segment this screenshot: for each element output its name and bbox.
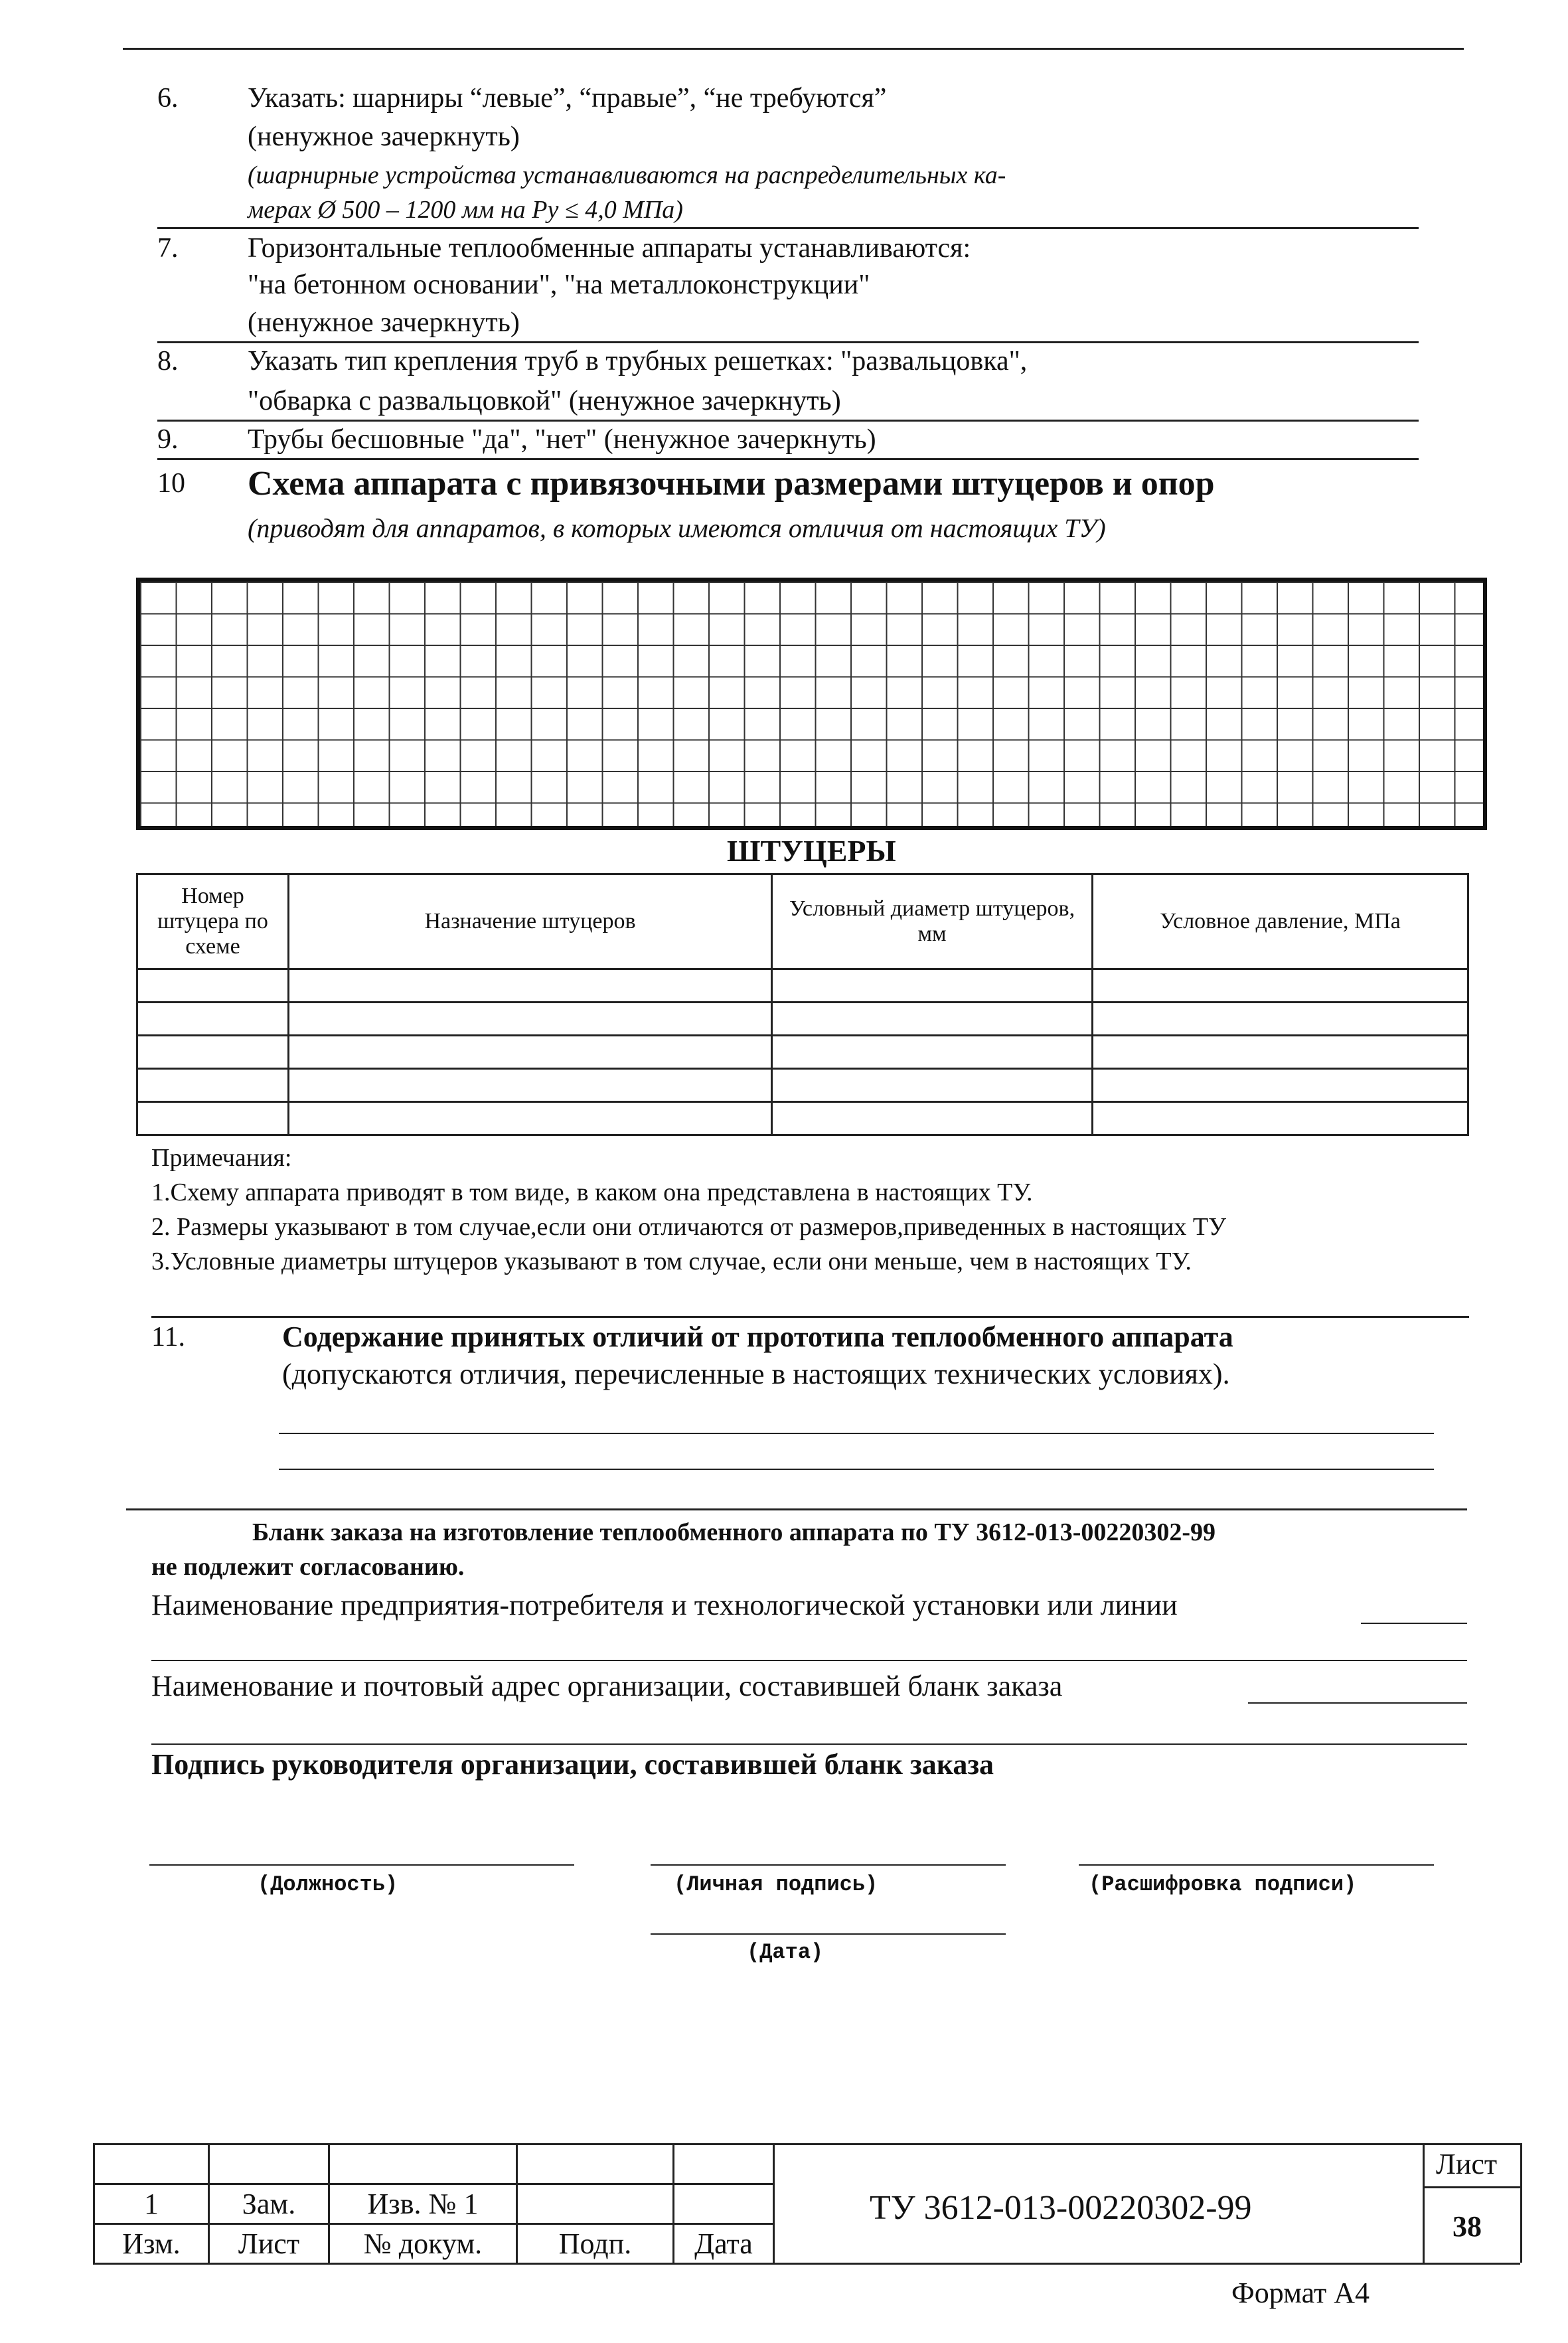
table-cell[interactable] bbox=[772, 1069, 1093, 1102]
table-cell[interactable] bbox=[289, 1069, 772, 1102]
item-11-subtitle: (допускаются отличия, перечисленные в настоящих технических условиях). bbox=[282, 1358, 1230, 1390]
table-row bbox=[137, 1036, 1468, 1069]
stamp-cell: Изм. bbox=[94, 2224, 209, 2264]
item-7-line2: "на бетонном основании", "на металлоконструкции" bbox=[248, 270, 870, 300]
item-9-number: 9. bbox=[157, 424, 179, 455]
item-6-line2: (ненужное зачеркнуть) bbox=[248, 121, 520, 152]
consumer-field[interactable] bbox=[1361, 1623, 1467, 1624]
personal-sign-field[interactable] bbox=[651, 1864, 1006, 1866]
stamp-sheet-rule bbox=[1423, 2186, 1520, 2188]
stamp-row-1 bbox=[94, 2184, 774, 2224]
table-cell[interactable] bbox=[289, 1102, 772, 1135]
item-8-line2: "обварка с развальцовкой" (ненужное зачеркнуть) bbox=[248, 386, 841, 416]
table-cell[interactable] bbox=[1093, 1069, 1468, 1102]
stamp-bottom-rule bbox=[763, 2263, 1520, 2265]
stamp-cell: Подп. bbox=[517, 2224, 674, 2264]
position-field[interactable] bbox=[149, 1864, 574, 1866]
table-cell[interactable] bbox=[1093, 1003, 1468, 1036]
personal-sign-caption: (Личная подпись) bbox=[674, 1872, 878, 1897]
stamp-top-rule bbox=[763, 2143, 1520, 2145]
stamp-cell: Зам. bbox=[209, 2184, 329, 2224]
stamp-cell: Дата bbox=[674, 2224, 774, 2264]
table-cell[interactable] bbox=[772, 1003, 1093, 1036]
stamp-cell: Изв. № 1 bbox=[329, 2184, 517, 2224]
stamp-right-edge bbox=[1520, 2143, 1522, 2263]
item-7-line1: Горизонтальные теплообменные аппараты устанавливаются: bbox=[248, 233, 971, 264]
table-cell[interactable] bbox=[137, 1036, 289, 1069]
stamp-row-empty bbox=[94, 2144, 774, 2184]
decoding-field[interactable] bbox=[1079, 1864, 1434, 1866]
order-notice-line2: не подлежит согласованию. bbox=[151, 1553, 465, 1581]
item-7-number: 7. bbox=[157, 233, 179, 264]
item-6-note-cont: мерах Ø 500 – 1200 мм на Ру ≤ 4,0 МПа) bbox=[248, 196, 683, 224]
rule bbox=[157, 458, 1419, 460]
signature-label: Подпись руководителя организации, составившей бланк заказа bbox=[151, 1748, 994, 1781]
rule bbox=[157, 341, 1419, 343]
note-3: 3.Условные диаметры штуцеров указывают в том случае, если они меньше, чем в настоящих ТУ. bbox=[151, 1248, 1192, 1275]
table-cell[interactable] bbox=[772, 1102, 1093, 1135]
address-field-cont[interactable] bbox=[151, 1743, 1467, 1745]
format-label: Формат А4 bbox=[1231, 2277, 1370, 2309]
sheet-label: Лист bbox=[1436, 2148, 1498, 2180]
table-cell[interactable] bbox=[289, 1036, 772, 1069]
table-row bbox=[137, 1102, 1468, 1135]
table-cell[interactable] bbox=[772, 969, 1093, 1003]
date-field[interactable] bbox=[651, 1933, 1006, 1935]
item-6-line1: Указать: шарниры “левые”, “правые”, “не требуются” bbox=[248, 83, 887, 114]
stamp-row-2 bbox=[94, 2224, 774, 2264]
col-number-header: Номер штуцера по схеме bbox=[137, 874, 289, 969]
address-field[interactable] bbox=[1248, 1702, 1467, 1704]
item-8-number: 8. bbox=[157, 346, 179, 376]
decoding-caption: (Расшифровка подписи) bbox=[1089, 1872, 1357, 1897]
item-6-number: 6. bbox=[157, 83, 179, 114]
item-11-title: Содержание принятых отличий от прототипа теплообменного аппарата bbox=[282, 1321, 1233, 1353]
note-1: 1.Схему аппарата приводят в том виде, в каком она представлена в настоящих ТУ. bbox=[151, 1178, 1033, 1206]
stamp-cell: 1 bbox=[94, 2184, 209, 2224]
rule bbox=[151, 1316, 1469, 1318]
order-notice-line1: Бланк заказа на изготовление теплообменного аппарата по ТУ 3612-013-00220302-99 bbox=[252, 1518, 1216, 1546]
table-cell[interactable] bbox=[137, 1069, 289, 1102]
nozzles-table bbox=[136, 873, 1469, 1136]
stamp-cell: № докум. bbox=[329, 2224, 517, 2264]
top-rule bbox=[123, 48, 1464, 50]
answer-line[interactable] bbox=[279, 1433, 1434, 1434]
document-number: ТУ 3612-013-00220302-99 bbox=[870, 2189, 1252, 2227]
table-cell[interactable] bbox=[1093, 1036, 1468, 1069]
table-cell[interactable] bbox=[289, 1003, 772, 1036]
rule bbox=[126, 1508, 1467, 1510]
stamp-cell: Лист bbox=[209, 2224, 329, 2264]
rule bbox=[157, 227, 1419, 229]
scheme-grid bbox=[136, 578, 1487, 830]
item-10-title: Схема аппарата с привязочными размерами штуцеров и опор bbox=[248, 465, 1215, 503]
note-2: 2. Размеры указывают в том случае,если они отличаются от размеров,приведенных в настоящих ТУ bbox=[151, 1213, 1226, 1241]
table-cell[interactable] bbox=[289, 969, 772, 1003]
sheet-number: 38 bbox=[1452, 2210, 1482, 2243]
col-pressure-header: Условное давление, МПа bbox=[1093, 874, 1468, 969]
table-row bbox=[137, 1069, 1468, 1102]
address-label: Наименование и почтовый адрес организации, составившей бланк заказа bbox=[151, 1670, 1063, 1702]
notes-title: Примечания: bbox=[151, 1144, 292, 1172]
stamp-divider bbox=[1423, 2143, 1425, 2263]
consumer-field-cont[interactable] bbox=[151, 1660, 1467, 1661]
consumer-label: Наименование предприятия-потребителя и технологической установки или линии bbox=[151, 1589, 1178, 1621]
col-diameter-header: Условный диаметр штуцеров, мм bbox=[772, 874, 1093, 969]
item-10-number: 10 bbox=[157, 468, 185, 499]
date-caption: (Дата) bbox=[747, 1940, 824, 1965]
col-purpose-header: Назначение штуцеров bbox=[289, 874, 772, 969]
item-11-number: 11. bbox=[151, 1322, 185, 1352]
table-cell[interactable] bbox=[772, 1036, 1093, 1069]
table-cell[interactable] bbox=[137, 1003, 289, 1036]
rule bbox=[157, 420, 1419, 422]
table-row bbox=[137, 1003, 1468, 1036]
item-6-note: (шарнирные устройства устанавливаются на распределительных ка- bbox=[248, 161, 1006, 189]
table-cell[interactable] bbox=[1093, 969, 1468, 1003]
nozzles-title: ШТУЦЕРЫ bbox=[727, 834, 896, 868]
item-9-line1: Трубы бесшовные "да", "нет" (ненужное зачеркнуть) bbox=[248, 424, 876, 455]
table-cell[interactable] bbox=[137, 969, 289, 1003]
stamp-cell bbox=[517, 2184, 674, 2224]
item-8-line1: Указать тип крепления труб в трубных решетках: "развальцовка", bbox=[248, 346, 1028, 376]
nozzles-header-row bbox=[137, 874, 1468, 969]
stamp-table bbox=[93, 2143, 775, 2265]
table-row bbox=[137, 969, 1468, 1003]
position-caption: (Должность) bbox=[258, 1872, 398, 1897]
table-cell[interactable] bbox=[137, 1102, 289, 1135]
stamp-cell bbox=[674, 2184, 774, 2224]
answer-line[interactable] bbox=[279, 1469, 1434, 1470]
item-10-subtitle: (приводят для аппаратов, в которых имеются отличия от настоящих ТУ) bbox=[248, 513, 1106, 543]
table-cell[interactable] bbox=[1093, 1102, 1468, 1135]
item-7-line3: (ненужное зачеркнуть) bbox=[248, 307, 520, 338]
